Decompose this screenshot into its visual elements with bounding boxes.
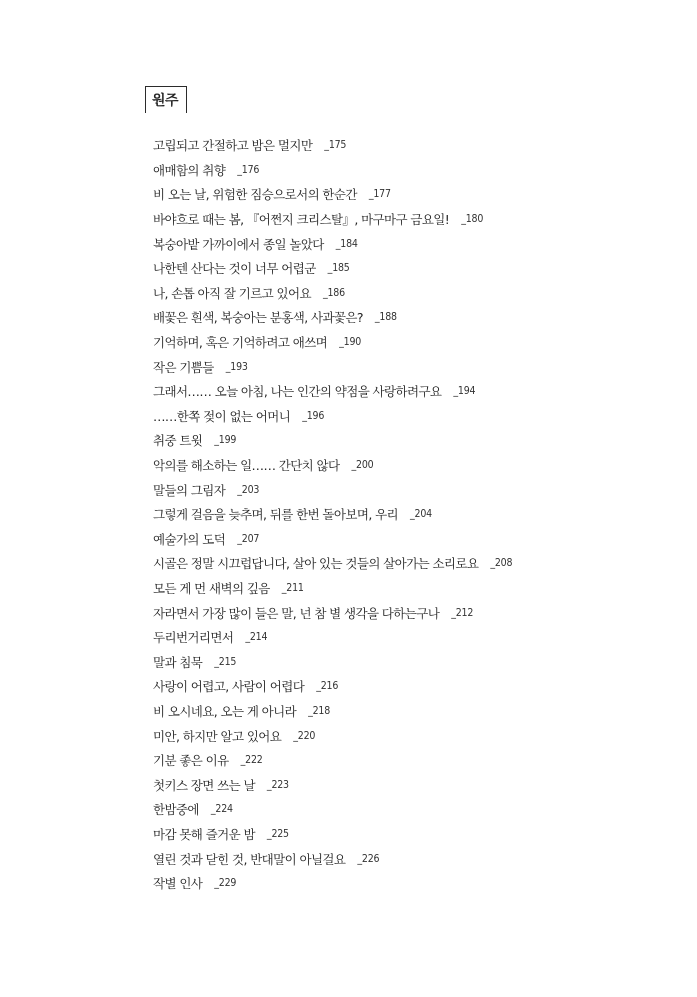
toc-entry-page-number: _196 [302,409,325,422]
toc-entry-title: 고립되고 간절하고 밤은 멀지만 [153,138,313,154]
toc-entry-page-number: _177 [368,188,391,201]
toc-entry [153,158,512,183]
toc-entry-page-number: _229 [214,877,237,890]
toc-entry [153,723,512,748]
toc-entry [153,625,512,650]
toc-entry-page-number: _188 [374,311,397,324]
toc-entry-page-number: _204 [410,508,432,521]
toc-entry-title: 예술가의 도덕 [153,531,226,547]
toc-entry-page-number: _223 [266,778,289,791]
toc-entry [153,281,512,306]
toc-entry [153,133,512,158]
toc-entry-title: 모든 게 먼 새벽의 깊음 [153,580,270,596]
toc-entry-page-number: _190 [339,336,362,349]
toc-entry [153,772,512,797]
toc-entry-title: 말과 침묵 [153,654,203,670]
toc-entry-page-number: _224 [210,803,233,816]
toc-entry-page-number: _180 [461,213,484,226]
toc-entry [153,207,512,232]
toc-entry-title: 복숭아밭 가까이에서 종일 놀았다 [153,236,324,252]
toc-entry [153,846,512,871]
toc-entry-page-number: _226 [357,852,380,865]
toc-entry [153,453,512,478]
toc-entry-page-number: _216 [316,680,339,693]
toc-entry-title: 작별 인사 [153,876,203,892]
toc-entry-page-number: _193 [225,360,248,373]
toc-entry [153,305,512,330]
toc-entry-page-number: _203 [237,483,260,496]
toc-entry-title: 비 오는 날, 위험한 짐승으로서의 한순간 [153,187,357,203]
toc-entry [153,551,512,576]
toc-entry-title: 나, 손톱 아직 잘 기르고 있어요 [153,285,311,301]
toc-entry-page-number: _211 [281,581,304,594]
toc-list [153,133,512,895]
toc-entry-page-number: _200 [351,459,374,472]
toc-entry-page-number: _176 [237,163,260,176]
toc-entry-title: 작은 기쁨들 [153,359,214,375]
toc-entry-title: 바야흐로 때는 봄, 『어쩐지 크리스탈』, 마구마구 금요일! [153,212,450,228]
toc-entry [153,231,512,256]
toc-entry [153,502,512,527]
toc-entry [153,600,512,625]
toc-entry-title: 배꽃은 흰색, 복숭아는 분홍색, 사과꽃은? [153,310,363,326]
toc-entry-title: 애매함의 취향 [153,162,226,178]
toc-entry [153,527,512,552]
toc-entry [153,428,512,453]
toc-entry-title: 시골은 정말 시끄럽답니다, 살아 있는 것들의 살아가는 소리로요 [153,556,479,572]
toc-entry-page-number: _222 [240,754,263,767]
toc-entry-title: 사랑이 어렵고, 사람이 어렵다 [153,679,305,695]
toc-entry-title: ……한쪽 젖이 없는 어머니 [153,408,291,424]
toc-entry-title: 악의를 해소하는 일…… 간단치 않다 [153,458,340,474]
toc-entry-title: 마감 못해 즐거운 밤 [153,826,255,842]
toc-entry [153,649,512,674]
toc-entry-page-number: _207 [237,532,260,545]
toc-entry [153,797,512,822]
toc-entry-title: 두리번거리면서 [153,630,234,646]
toc-entry-title: 그래서…… 오늘 아침, 나는 인간의 약점을 사랑하려구요 [153,384,442,400]
toc-entry [153,576,512,601]
toc-entry [153,477,512,502]
toc-entry [153,182,512,207]
toc-entry-page-number: _199 [214,434,237,447]
toc-entry [153,674,512,699]
toc-entry [153,404,512,429]
toc-entry-page-number: _184 [335,237,358,250]
toc-entry [153,330,512,355]
toc-entry [153,822,512,847]
toc-entry-title: 그렇게 걸음을 늦추며, 뒤를 한번 돌아보며, 우리 [153,507,399,523]
toc-entry-title: 취중 트윗 [153,433,203,449]
section-header-label: 원주 [152,93,179,109]
toc-entry-title: 기분 좋은 이유 [153,753,229,769]
toc-entry-page-number: _215 [214,655,237,668]
toc-entry [153,871,512,896]
toc-entry [153,699,512,724]
toc-entry-title: 나한텐 산다는 것이 너무 어렵군 [153,261,316,277]
toc-entry-page-number: _214 [245,631,268,644]
toc-entry-title: 열린 것과 닫힌 것, 반대말이 아닐걸요 [153,851,346,867]
toc-entry [153,748,512,773]
toc-entry-title: 말들의 그림자 [153,482,226,498]
toc-entry-page-number: _225 [266,827,289,840]
toc-entry-title: 미안, 하지만 알고 있어요 [153,728,282,744]
toc-entry [153,256,512,281]
toc-entry-title: 첫키스 장면 쓰는 날 [153,777,255,793]
toc-entry-title: 비 오시네요, 오는 게 아니라 [153,703,297,719]
toc-entry-title: 기억하며, 혹은 기억하려고 애쓰며 [153,335,328,351]
toc-entry [153,354,512,379]
section-header-tab [145,86,187,113]
toc-entry-page-number: _220 [293,729,316,742]
toc-entry-title: 자라면서 가장 많이 들은 말, 넌 참 별 생각을 다하는구나 [153,605,440,621]
toc-entry-page-number: _185 [327,262,350,275]
toc-entry-page-number: _194 [453,385,476,398]
toc-entry-title: 한밤중에 [153,802,199,818]
toc-entry [153,379,512,404]
toc-entry-page-number: _186 [322,286,345,299]
toc-entry-page-number: _212 [451,606,474,619]
toc-entry-page-number: _208 [490,557,513,570]
toc-entry-page-number: _218 [308,704,331,717]
toc-entry-page-number: _175 [324,139,347,152]
